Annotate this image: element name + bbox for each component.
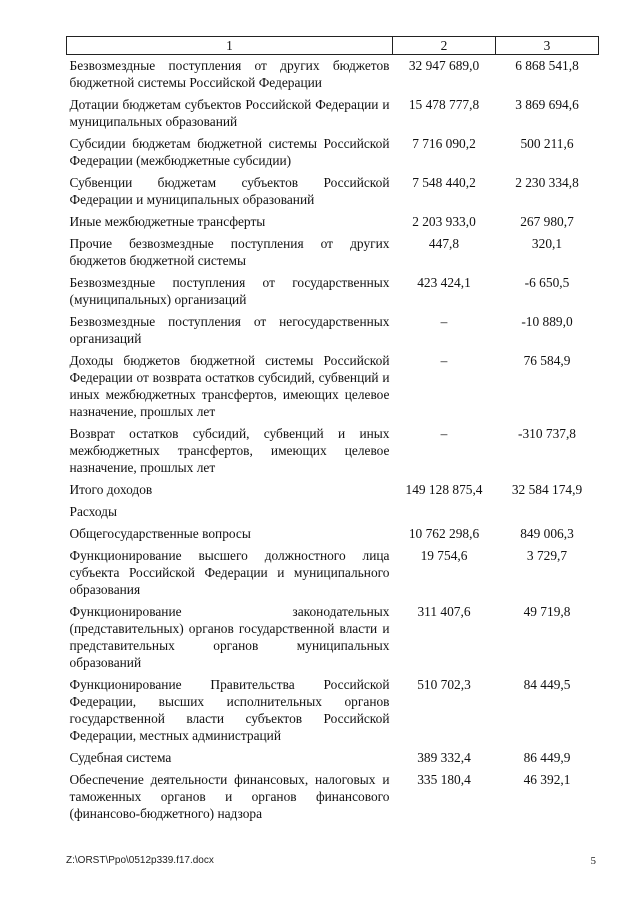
table-row [67, 133, 599, 172]
value-col-3: 6 868 541,8 [515, 58, 579, 73]
table-row [67, 233, 599, 272]
row-label: Безвозмездные поступления от государственных (муниципальных) организаций [69, 275, 390, 307]
row-label: Обеспечение деятельности финансовых, налоговых и таможенных органов и органов финансового (финансово-бюджетного) надзора [69, 772, 390, 821]
value-col-3: 86 449,9 [523, 750, 571, 765]
row-label: Прочие безвозмездные поступления от других бюджетов бюджетной системы [69, 236, 390, 268]
value-col-2: 2 203 933,0 [412, 214, 476, 229]
value-col-2: – [440, 353, 448, 368]
value-col-2: 510 702,3 [417, 677, 471, 692]
column-header-1: 1 [67, 37, 393, 55]
value-col-2: 15 478 777,8 [408, 97, 480, 112]
table-row [67, 211, 599, 233]
row-label: Дотации бюджетам субъектов Российской Федерации и муниципальных образований [69, 97, 390, 129]
row-label: Субсидии бюджетам бюджетной системы Российской Федерации (межбюджетные субсидии) [69, 136, 390, 168]
value-col-2: 10 762 298,6 [408, 526, 480, 541]
value-col-2 [393, 501, 496, 523]
value-col-2: 19 754,6 [420, 548, 468, 563]
row-label: Функционирование Правительства Российской Федерации, высших исполнительных органов государственной власти субъектов Российской Федерации, местных администраций [69, 677, 390, 743]
table-row [67, 545, 599, 601]
table-row [67, 479, 599, 501]
value-col-3 [496, 501, 599, 523]
table-row [67, 172, 599, 211]
value-col-3: 320,1 [531, 236, 563, 251]
value-col-3: 76 584,9 [523, 353, 571, 368]
value-col-3: 84 449,5 [523, 677, 571, 692]
value-col-3: 849 006,3 [520, 526, 574, 541]
table-row [67, 747, 599, 769]
value-col-2: 7 548 440,2 [412, 175, 476, 190]
row-label: Безвозмездные поступления от других бюджетов бюджетной системы Российской Федерации [69, 58, 390, 90]
file-path: Z:\ORST\Ppo\0512p339.f17.docx [66, 855, 214, 866]
table-row [67, 311, 599, 350]
row-label: Возврат остатков субсидий, субвенций и иных межбюджетных трансфертов, имеющих целевое назначение, прошлых лет [69, 426, 390, 475]
value-col-3: 267 980,7 [520, 214, 574, 229]
table-row [67, 523, 599, 545]
column-header-3: 3 [496, 37, 599, 55]
row-label: Расходы [69, 504, 117, 519]
table-row [67, 272, 599, 311]
page-number: 5 [590, 855, 596, 867]
value-col-3: 32 584 174,9 [511, 482, 583, 497]
row-label: Безвозмездные поступления от негосударственных организаций [69, 314, 390, 346]
table-row [67, 423, 599, 479]
row-label: Функционирование высшего должностного лица субъекта Российской Федерации и муниципального образования [69, 548, 390, 597]
table-row [67, 601, 599, 674]
value-col-2: 389 332,4 [417, 750, 471, 765]
row-label: Функционирование законодательных (представительных) органов государственной власти и представительных органов муниципальных образований [69, 604, 390, 670]
table-row [67, 769, 599, 825]
value-col-3: 49 719,8 [523, 604, 571, 619]
table-body [67, 55, 599, 826]
value-col-2: 149 128 875,4 [405, 482, 483, 497]
row-label: Итого доходов [69, 482, 153, 497]
value-col-3: 3 729,7 [526, 548, 568, 563]
row-label: Доходы бюджетов бюджетной системы Российской Федерации от возврата остатков субсидий, субвенций и иных межбюджетных трансфертов, имеющих целевое назначение, прошлых лет [69, 353, 390, 419]
value-col-2: 7 716 090,2 [412, 136, 476, 151]
row-label: Субвенции бюджетам субъектов Российской Федерации и муниципальных образований [69, 175, 390, 207]
value-col-2: – [440, 314, 448, 329]
value-col-2: – [440, 426, 448, 441]
table-row [67, 350, 599, 423]
value-col-3: -10 889,0 [521, 314, 573, 329]
header-row [67, 37, 599, 55]
value-col-3: 2 230 334,8 [515, 175, 579, 190]
value-col-3: -310 737,8 [517, 426, 577, 441]
column-header-2: 2 [393, 37, 496, 55]
value-col-2: 423 424,1 [417, 275, 471, 290]
budget-table [66, 36, 599, 825]
value-col-3: 46 392,1 [523, 772, 571, 787]
value-col-2: 32 947 689,0 [408, 58, 480, 73]
value-col-2: 335 180,4 [417, 772, 471, 787]
table-row [67, 94, 599, 133]
value-col-3: -6 650,5 [524, 275, 570, 290]
row-label: Иные межбюджетные трансферты [69, 214, 266, 229]
value-col-2: 311 407,6 [417, 604, 471, 619]
row-label: Общегосударственные вопросы [69, 526, 251, 541]
row-label: Судебная система [69, 750, 172, 765]
table-row [67, 674, 599, 747]
value-col-3: 500 211,6 [520, 136, 574, 151]
value-col-3: 3 869 694,6 [515, 97, 579, 112]
value-col-2: 447,8 [428, 236, 460, 251]
table-row [67, 55, 599, 95]
table-row [67, 501, 599, 523]
